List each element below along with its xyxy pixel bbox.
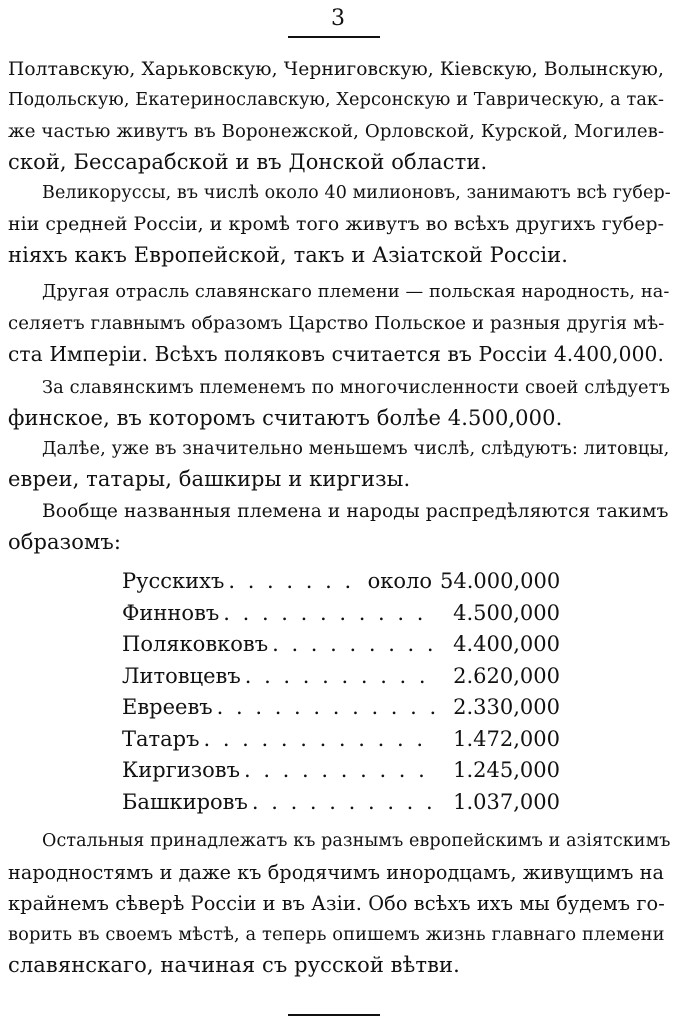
people-name: Евреевъ (122, 695, 213, 719)
paragraph-4 (8, 372, 671, 434)
paragraph-3 (8, 277, 670, 370)
leader-dots (272, 629, 436, 661)
text-line: селяетъ главнымъ образомъ Царство Польское и разныя другія мѣ- (8, 313, 665, 334)
people-name: Русскихъ (122, 569, 225, 593)
population-value: 1.245,000 (453, 758, 560, 782)
population-value: 4.400,000 (453, 632, 560, 656)
leader-dots (228, 566, 363, 598)
text-line: Далѣе, уже въ значительно меньшемъ числѣ, слѣдуютъ: литовцы, (42, 438, 670, 459)
population-value: 2.620,000 (453, 663, 560, 688)
text-line: ніи средней Россіи, и кромѣ того живутъ во всѣхъ другихъ губер- (8, 214, 665, 235)
leader-dots (245, 661, 436, 693)
text-line: Подольскую, Екатеринославскую, Херсонскую и Таврическую, а так- (8, 90, 665, 110)
table-row (122, 692, 560, 724)
people-name: Татаръ (122, 726, 200, 751)
table-row (122, 629, 560, 661)
text-line: славянскаго, начиная съ русской вѣтви. (8, 953, 460, 977)
paragraph-1 (8, 54, 664, 178)
text-line: ста Имперіи. Всѣхъ поляковъ считается въ Россіи 4.400,000. (8, 342, 664, 366)
people-name: Киргизовъ (122, 758, 240, 782)
population-value: 54.000,000 (440, 569, 561, 593)
text-line: образомъ: (8, 530, 122, 554)
people-name: Финновъ (122, 600, 220, 625)
leader-dots (223, 598, 436, 630)
leader-dots (217, 692, 436, 724)
population-value: 4.500,000 (453, 600, 560, 625)
leader-dots (203, 724, 436, 756)
text-line: ской, Бессарабской и въ Донской области. (8, 150, 488, 174)
text-line: евреи, татары, башкиры и киргизы. (8, 467, 411, 491)
text-line: Полтавскую, Харьковскую, Черниговскую, Кіевскую, Волынскую, (8, 59, 664, 80)
text-line: крайнемъ сѣверѣ Россіи и въ Азіи. Обо всѣхъ ихъ мы будемъ го- (8, 892, 665, 915)
table-row (122, 598, 560, 630)
top-rule (288, 36, 380, 38)
table-row (122, 724, 560, 756)
people-name: Поляковковъ (122, 632, 269, 656)
population-table (122, 566, 560, 818)
page-number: 3 (331, 6, 345, 31)
qualifier: около (367, 569, 432, 593)
people-name: Литовцевъ (122, 663, 241, 688)
people-name: Башкировъ (122, 789, 248, 814)
leader-dots (252, 787, 436, 819)
population-value: 2.330,000 (453, 695, 560, 719)
table-row (122, 661, 560, 693)
text-line: ворить въ своемъ мѣстѣ, а теперь опишемъ жизнь главнаго племени (8, 924, 665, 945)
paragraph-2 (8, 178, 671, 271)
population-value: 1.472,000 (453, 726, 560, 751)
paragraph-5 (8, 433, 670, 495)
population-value: 1.037,000 (453, 789, 560, 814)
table-row (122, 566, 560, 598)
closing-paragraph (8, 826, 671, 981)
text-line: ніяхъ какъ Европейской, такъ и Азіатской Россіи. (8, 243, 569, 267)
text-line: финское, въ которомъ считаютъ болѣе 4.500,000. (8, 406, 563, 430)
bottom-rule (288, 1014, 380, 1016)
table-row (122, 755, 560, 787)
text-line: За славянскимъ племенемъ по многочисленности своей слѣдуетъ (42, 377, 671, 398)
text-line: же частью живутъ въ Воронежской, Орловской, Курской, Могилев- (8, 121, 665, 142)
table-row (122, 787, 560, 819)
text-line: Вообще названныя племена и народы распредѣляются такимъ (42, 501, 669, 522)
text-line: Другая отрасль славянскаго племени — польская народность, на- (42, 282, 670, 302)
paragraph-6 (8, 496, 669, 558)
leader-dots (244, 755, 436, 787)
text-line: Остальныя принадлежатъ къ разнымъ европейскимъ и азіятскимъ (42, 831, 671, 851)
text-line: народностямъ и даже къ бродячимъ инородцамъ, живущимъ на (8, 861, 664, 884)
text-line: Великоруссы, въ числѣ около 40 милионовъ, занимаютъ всѣ губер- (42, 183, 671, 203)
